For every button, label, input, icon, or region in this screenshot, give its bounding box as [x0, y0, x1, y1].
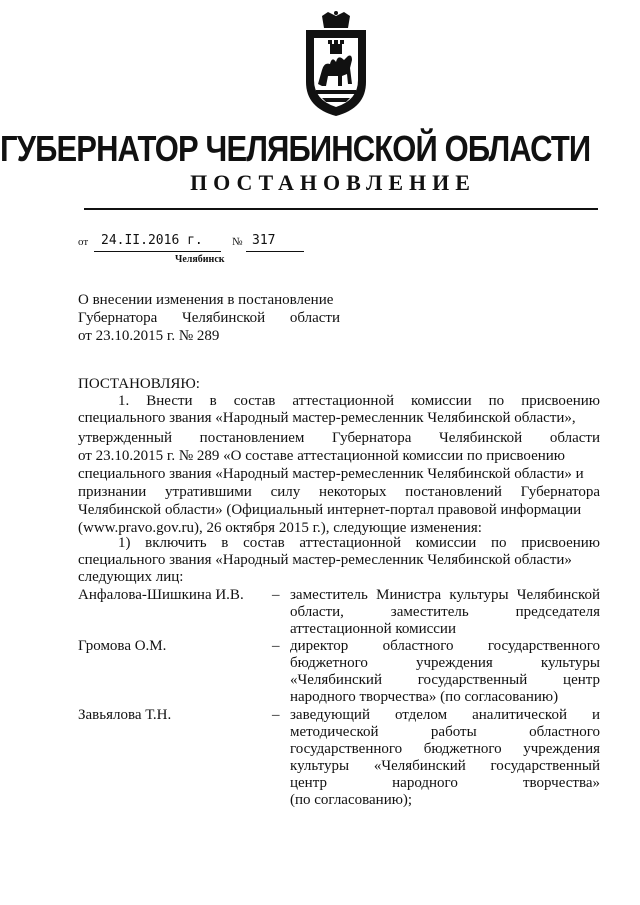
member-name: Громова О.М.: [78, 638, 167, 654]
paragraph-line: Челябинской области» (Официальный интернет-портал правовой информации: [78, 502, 582, 518]
paragraph-line: (www.pravo.gov.ru), 26 октября 2015 г.), следующие изменения:: [78, 520, 482, 536]
document-number: 317: [252, 233, 276, 248]
number-underline: [246, 251, 304, 252]
subject-line: Губернатора Челябинской области: [78, 310, 340, 326]
member-role-line: аттестационной комиссии: [290, 621, 456, 637]
member-name: Завьялова Т.Н.: [78, 707, 172, 723]
member-role-line: методической работы областного: [290, 724, 600, 740]
number-prefix: №: [232, 236, 243, 248]
member-role-line: директор областного государственного: [290, 638, 600, 654]
member-role-line: культуры «Челябинский государственный: [290, 758, 600, 774]
subject-line: О внесении изменения в постановление: [78, 292, 334, 308]
paragraph-line: следующих лиц:: [78, 569, 184, 585]
paragraph-line: 1. Внести в состав аттестационной комиссии по присвоению: [118, 393, 600, 409]
member-role-line: государственного бюджетного учреждения: [290, 741, 600, 757]
member-dash: –: [272, 587, 280, 603]
date-prefix: от: [78, 236, 89, 248]
paragraph-line: 1) включить в состав аттестационной комиссии по присвоению: [118, 535, 600, 551]
member-dash: –: [272, 707, 280, 723]
crown-icon: [322, 11, 350, 28]
member-name: Анфалова-Шишкина И.В.: [78, 587, 244, 603]
coat-of-arms-emblem: [292, 10, 380, 118]
member-role-line: народного творчества» (по согласованию): [290, 689, 559, 705]
title-divider: [84, 208, 598, 210]
document-date: 24.II.2016 г.: [101, 233, 203, 248]
paragraph-line: специального звания «Народный мастер-ремесленник Челябинской области»: [78, 552, 572, 568]
city-label: Челябинск: [175, 254, 225, 265]
member-role-line: центр народного творчества»: [290, 775, 600, 791]
paragraph-line: специального звания «Народный мастер-ремесленник Челябинской области» и: [78, 466, 584, 482]
member-role-line: заместитель Министра культуры Челябинской: [290, 587, 600, 603]
paragraph-line: специального звания «Народный мастер-ремесленник Челябинской области»,: [78, 410, 576, 426]
subject-line: от 23.10.2015 г. № 289: [78, 328, 220, 344]
member-dash: –: [272, 638, 280, 654]
date-underline: [94, 251, 221, 252]
decree-heading: ПОСТАНОВЛЯЮ:: [78, 376, 200, 392]
member-role-line: «Челябинский государственный центр: [290, 672, 600, 688]
paragraph-line: признании утратившими силу некоторых постановлений Губернатора: [78, 484, 600, 500]
document-type: ПОСТАНОВЛЕНИЕ: [190, 170, 476, 195]
paragraph-line: от 23.10.2015 г. № 289 «О составе аттестационной комиссии по присвоению: [78, 448, 566, 464]
member-role-line: заведующий отделом аналитической и: [290, 707, 600, 723]
governor-title: ГУБЕРНАТОР ЧЕЛЯБИНСКОЙ ОБЛАСТИ: [0, 128, 591, 169]
member-role-line: области, заместитель председателя: [290, 604, 600, 620]
member-role-line: (по согласованию);: [290, 792, 413, 808]
member-role-line: бюджетного учреждения культуры: [290, 655, 600, 671]
paragraph-line: утвержденный постановлением Губернатора Челябинской области: [78, 430, 600, 446]
